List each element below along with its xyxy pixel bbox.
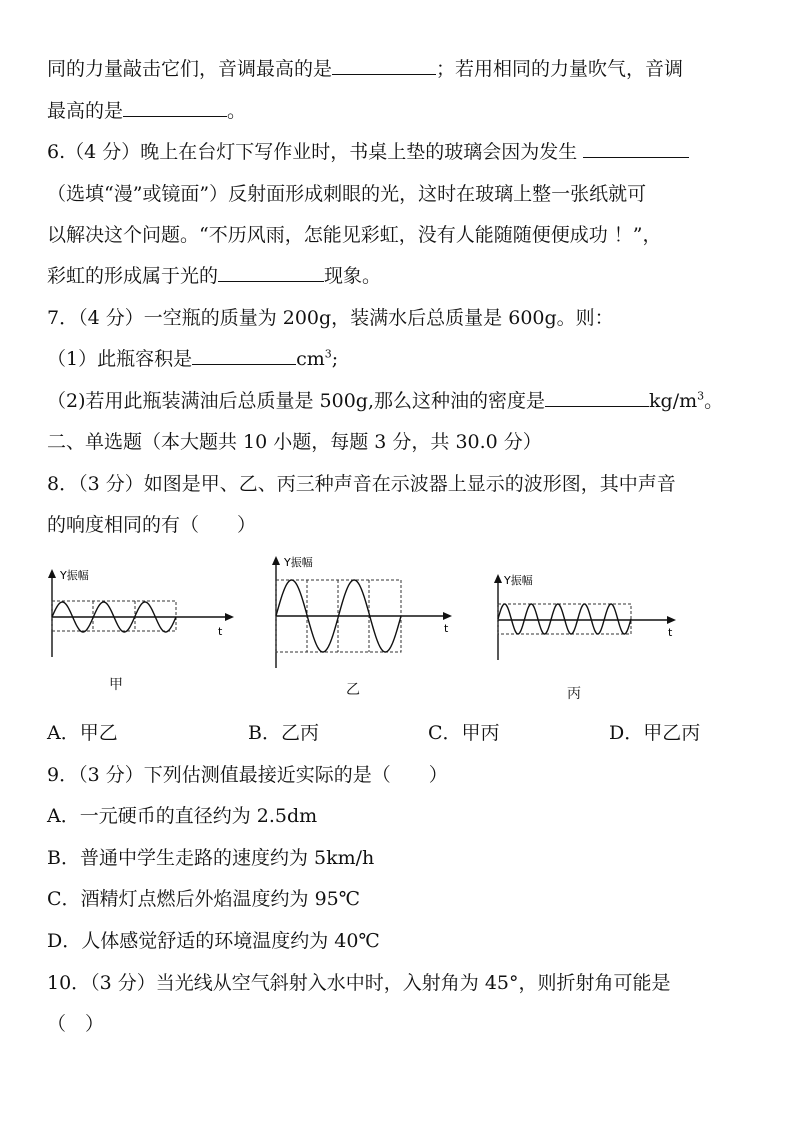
q5-text-a: 同的力量敲击它们，音调最高的是 bbox=[47, 58, 333, 80]
q8-text-a: 8．（3 分）如图是甲、乙、丙三种声音在示波器上显示的波形图，其中声音 bbox=[47, 473, 676, 495]
q6-text-b: （选填“漫”或镜面”）反射面形成刺眼的光，这时在玻璃上整一张纸就可 bbox=[47, 183, 647, 205]
waveform-jia-t-label: t bbox=[218, 625, 223, 638]
q6-line-4 bbox=[47, 263, 381, 289]
waveform-bing bbox=[486, 570, 686, 662]
q7-sub2-unit: kg/m bbox=[649, 390, 698, 412]
q9-option-d[interactable]: D．人体感觉舒适的环境温度约为 40℃ bbox=[47, 930, 380, 952]
waveform-yi-y-label: Y振幅 bbox=[284, 556, 313, 569]
q5-line-2 bbox=[47, 98, 246, 124]
q7-sub2-text: （2)若用此瓶装满油后总质量是 500g,那么这种油的密度是 bbox=[47, 390, 546, 412]
waveform-bing-t-label: t bbox=[668, 626, 673, 639]
section-heading bbox=[47, 429, 542, 455]
waveform-jia bbox=[40, 565, 240, 665]
q5-text-d: 。 bbox=[227, 100, 247, 122]
q7-sub2-sup: 3 bbox=[697, 389, 705, 403]
q7-blank-2 bbox=[545, 388, 649, 407]
q5-text-c: 最高的是 bbox=[47, 100, 124, 122]
caption-bing: 丙 bbox=[567, 686, 581, 702]
caption-jia: 甲 bbox=[109, 677, 123, 693]
q7-sub-2 bbox=[47, 388, 723, 414]
q10-paren bbox=[47, 1011, 104, 1037]
waveform-bing-t-arrow bbox=[667, 616, 676, 624]
q8-text-b: 的响度相同的有（ ） bbox=[47, 514, 257, 536]
waveform-bing-y-label: Y振幅 bbox=[504, 574, 533, 587]
q7-sub1-end: ; bbox=[331, 348, 339, 370]
section-heading-text: 二、单选题（本大题共 10 小题，每题 3 分，共 30.0 分） bbox=[47, 431, 542, 453]
q9-option-b[interactable]: B．普通中学生走路的速度约为 5km/h bbox=[47, 847, 375, 869]
q10-paren-text: （ ） bbox=[47, 1013, 105, 1035]
q6-blank-2 bbox=[218, 263, 324, 282]
q7-sub-1 bbox=[47, 346, 338, 372]
q6-line-1 bbox=[47, 139, 689, 165]
waveform-yi-t-arrow bbox=[443, 612, 452, 620]
q5-blank-1 bbox=[332, 56, 436, 75]
q6-text-a: 6.（4 分）晚上在台灯下写作业时，书桌上垫的玻璃会因为发生 bbox=[47, 141, 578, 163]
q5-blank-2 bbox=[123, 98, 227, 117]
q6-text-d: 彩虹的形成属于光的 bbox=[47, 265, 219, 287]
q7-sub2-end: 。 bbox=[704, 390, 724, 412]
waveform-jia-t-arrow bbox=[225, 613, 234, 621]
q7-stem bbox=[47, 305, 614, 331]
waveform-yi bbox=[264, 552, 464, 674]
q7-sub1-sup: 3 bbox=[324, 347, 332, 361]
waveform-bing-curve bbox=[498, 604, 631, 634]
waveform-yi-y-arrow bbox=[272, 556, 280, 565]
q8-option-a[interactable]: A．甲乙 bbox=[47, 722, 118, 744]
q6-text-c: 以解决这个问题。“不历风雨，怎能见彩虹，没有人能随随便便成功 ！”， bbox=[47, 224, 662, 246]
q6-line-3 bbox=[47, 222, 661, 248]
q7-sub1-text: （1）此瓶容积是 bbox=[47, 348, 193, 370]
q6-line-2 bbox=[47, 181, 646, 207]
caption-yi: 乙 bbox=[346, 682, 360, 698]
q8-option-d[interactable]: D．甲乙丙 bbox=[609, 722, 701, 744]
q8-line-2 bbox=[47, 512, 256, 538]
q8-line-1 bbox=[47, 471, 676, 497]
q9-stem-text: 9．（3 分）下列估测值最接近实际的是（ ） bbox=[47, 764, 448, 786]
q9-option-a[interactable]: A．一元硬币的直径约为 2.5dm bbox=[47, 805, 318, 827]
q8-option-c[interactable]: C．甲丙 bbox=[428, 722, 500, 744]
q10-stem bbox=[47, 970, 671, 996]
waveform-jia-y-label: Y振幅 bbox=[60, 569, 89, 582]
q10-stem-text: 10．（3 分）当光线从空气斜射入水中时，入射角为 45°，则折射角可能是 bbox=[47, 972, 671, 994]
q7-stem-text: 7．（4 分）一空瓶的质量为 200g，装满水后总质量是 600g。则： bbox=[47, 307, 614, 329]
waveform-jia-y-arrow bbox=[48, 569, 56, 578]
q5-line-1 bbox=[47, 56, 683, 82]
waveform-yi-t-label: t bbox=[444, 622, 449, 635]
q7-blank-1 bbox=[192, 346, 296, 365]
q7-sub1-unit: cm bbox=[296, 348, 325, 370]
q6-text-e: 现象。 bbox=[324, 265, 382, 287]
q5-text-b: ；若用相同的力量吹气，音调 bbox=[436, 58, 684, 80]
q8-option-b[interactable]: B．乙丙 bbox=[248, 722, 319, 744]
q9-option-c[interactable]: C．酒精灯点燃后外焰温度约为 95℃ bbox=[47, 888, 361, 910]
q6-blank-1 bbox=[583, 139, 689, 158]
q9-stem bbox=[47, 762, 448, 788]
waveform-bing-y-arrow bbox=[494, 574, 502, 583]
